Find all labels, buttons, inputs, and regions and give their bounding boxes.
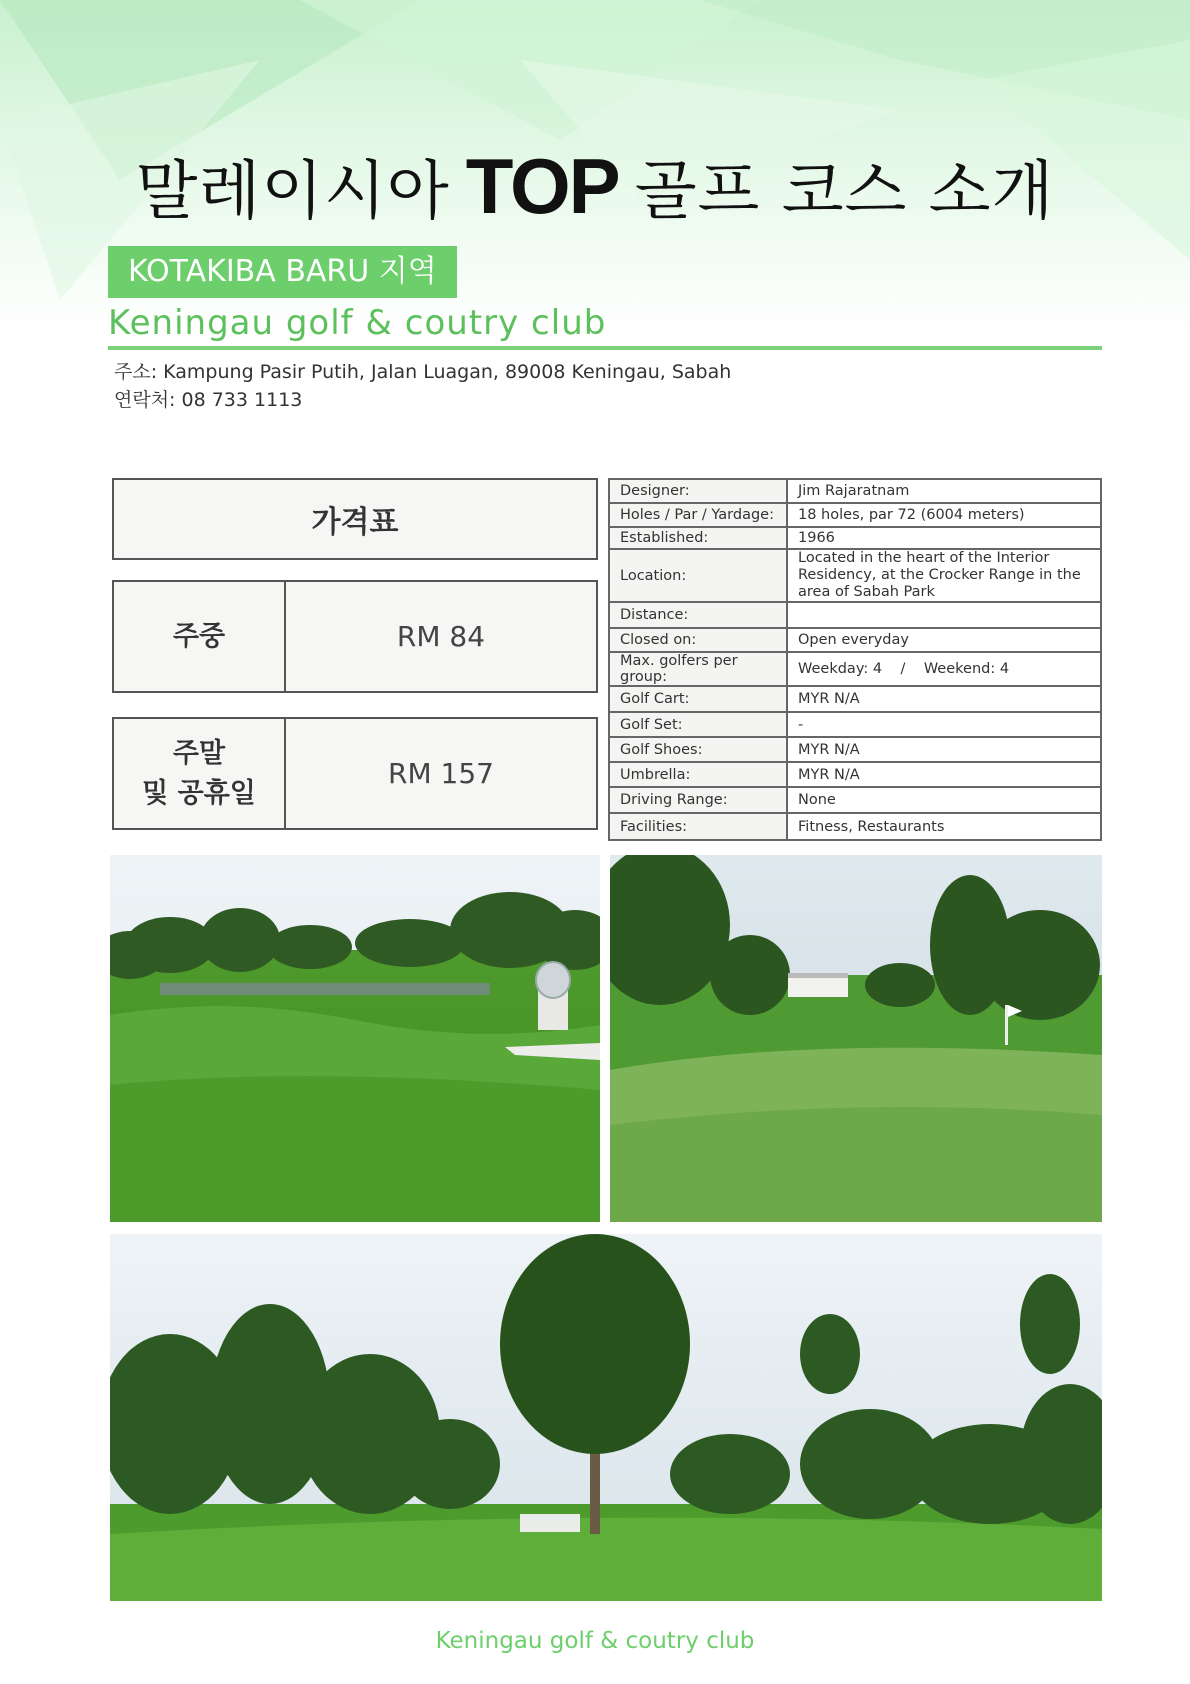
title-suffix: 골프 코스 소개 [634,155,1055,229]
spec-row [609,527,1101,549]
spec-value: Open everyday [787,628,1101,652]
weekday-label: 주중 [114,582,286,691]
spec-row [609,787,1101,813]
price-row-weekday [112,580,598,693]
course-photo-panorama [110,1234,1102,1601]
spec-value: 18 holes, par 72 (6004 meters) [787,503,1101,527]
club-name: Keningau golf & coutry club [108,303,607,343]
spec-key: Facilities: [609,813,787,840]
spec-value: MYR N/A [787,762,1101,787]
course-photo-green [610,855,1102,1222]
weekend-price: RM 157 [388,757,494,790]
spec-key: Established: [609,527,787,549]
spec-value: MYR N/A [787,737,1101,762]
title-divider [108,346,1102,350]
spec-row [609,686,1101,712]
spec-key: Designer: [609,479,787,503]
spec-key: Max. golfers per group: [609,652,787,686]
spec-key: Distance: [609,602,787,628]
spec-value: Jim Rajaratnam [787,479,1101,503]
title-top: TOP [465,142,619,230]
spec-key: Golf Cart: [609,686,787,712]
spec-row [609,549,1101,602]
title-prefix: 말레이시아 [135,155,450,229]
spec-row [609,652,1101,686]
spec-row [609,712,1101,737]
spec-key: Golf Shoes: [609,737,787,762]
weekend-label-line1: 주말 [172,737,226,769]
spec-value: MYR N/A [787,686,1101,712]
spec-key: Closed on: [609,628,787,652]
spec-value: Fitness, Restaurants [787,813,1101,840]
course-photo-fairway [110,855,600,1222]
page-title [0,140,1190,232]
spec-row [609,628,1101,652]
spec-value: None [787,787,1101,813]
spec-value: Located in the heart of the Interior Residency, at the Crocker Range in the area of Sabah Park [787,549,1101,602]
spec-key: Driving Range: [609,787,787,813]
spec-row [609,503,1101,527]
spec-row [609,737,1101,762]
weekday-price: RM 84 [396,620,486,653]
spec-row [609,602,1101,628]
spec-row [609,479,1101,503]
region-badge: KOTAKIBA BARU 지역 [108,246,457,298]
weekend-label-line2: 및 공휴일 [142,777,256,809]
spec-key: Location: [609,549,787,602]
price-table-heading: 가격표 [112,478,598,560]
club-address: 주소: Kampung Pasir Putih, Jalan Luagan, 89008 Keningau, Sabah [114,361,732,383]
club-contact: 연락처: 08 733 1113 [114,389,303,411]
course-specs-table [608,478,1102,841]
spec-row [609,762,1101,787]
spec-key: Umbrella: [609,762,787,787]
spec-key: Golf Set: [609,712,787,737]
spec-value [787,602,1101,628]
price-row-weekend [112,717,598,830]
spec-row [609,813,1101,840]
weekend-label [114,719,286,828]
spec-key: Holes / Par / Yardage: [609,503,787,527]
footer-club-name: Keningau golf & coutry club [435,1628,755,1654]
spec-value: Weekday: 4 / Weekend: 4 [787,652,1101,686]
spec-value: 1966 [787,527,1101,549]
spec-value: - [787,712,1101,737]
